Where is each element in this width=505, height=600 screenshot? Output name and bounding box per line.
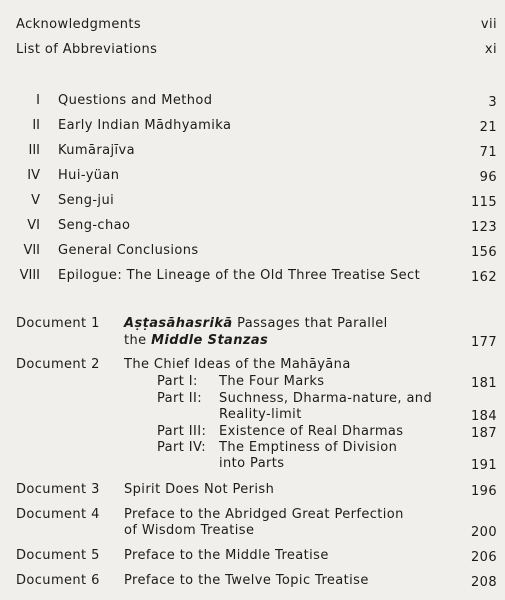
part-title: The Four Marks xyxy=(219,374,325,389)
chapter-title: Epilogue: The Lineage of the Old Three Treatise Sect xyxy=(58,268,421,283)
document-title: Preface to the Twelve Topic Treatise xyxy=(124,573,369,588)
title-fragment: the xyxy=(124,333,152,348)
document-page: 208 xyxy=(470,575,497,590)
chapter-title: Questions and Method xyxy=(58,93,213,108)
chapter-page: 3 xyxy=(488,95,497,110)
part-page: 187 xyxy=(470,426,497,441)
chapter-number: III xyxy=(28,143,40,158)
document-title-continuation: of Wisdom Treatise xyxy=(124,523,255,538)
part-title-continuation: Reality-limit xyxy=(219,407,302,422)
title-fragment: Passages that Parallel xyxy=(232,316,388,331)
toc-entry-title: Acknowledgments xyxy=(16,17,142,32)
chapter-page: 156 xyxy=(470,245,497,260)
chapter-page: 21 xyxy=(479,120,497,135)
document-page: 206 xyxy=(470,550,497,565)
part-title: Existence of Real Dharmas xyxy=(219,424,404,439)
chapter-number: VIII xyxy=(19,268,40,283)
document-title-continuation xyxy=(124,333,268,349)
chapter-title: General Conclusions xyxy=(58,243,199,258)
chapter-title: Kumārajīva xyxy=(58,143,135,158)
chapter-title: Early Indian Mādhyamika xyxy=(58,118,232,133)
part-title: The Emptiness of Division xyxy=(219,440,398,455)
part-label: Part III: xyxy=(157,424,207,439)
toc-entry-page: xi xyxy=(484,42,497,57)
document-label: Document 5 xyxy=(16,548,100,563)
document-label: Document 2 xyxy=(16,357,100,372)
part-label: Part IV: xyxy=(157,440,207,455)
chapter-number: I xyxy=(36,93,40,108)
document-label: Document 1 xyxy=(16,316,100,331)
part-label: Part II: xyxy=(157,391,203,406)
toc-entry-title: List of Abbreviations xyxy=(16,42,158,57)
italic-title-fragment: Aṣṭasāhasrikā xyxy=(124,316,233,331)
chapter-page: 96 xyxy=(479,170,497,185)
document-title: The Chief Ideas of the Mahāyāna xyxy=(124,357,351,372)
part-page: 191 xyxy=(470,458,497,473)
document-title xyxy=(124,316,388,332)
chapter-number: V xyxy=(31,193,40,208)
chapter-number: VI xyxy=(27,218,40,233)
document-page: 196 xyxy=(470,484,497,499)
document-label: Document 4 xyxy=(16,507,100,522)
part-page: 184 xyxy=(470,409,497,424)
document-page: 200 xyxy=(470,525,497,540)
italic-title-fragment: Middle Stanzas xyxy=(151,333,269,348)
document-title: Spirit Does Not Perish xyxy=(124,482,275,497)
chapter-title: Hui-yüan xyxy=(58,168,120,183)
document-label: Document 3 xyxy=(16,482,100,497)
chapter-title: Seng-chao xyxy=(58,218,131,233)
chapter-page: 115 xyxy=(470,195,497,210)
part-page: 181 xyxy=(470,376,497,391)
chapter-number: II xyxy=(32,118,40,133)
part-title: Suchness, Dharma-nature, and xyxy=(219,391,433,406)
document-title: Preface to the Middle Treatise xyxy=(124,548,329,563)
document-title: Preface to the Abridged Great Perfection xyxy=(124,507,404,522)
toc-entry-page: vii xyxy=(480,17,497,32)
chapter-number: VII xyxy=(23,243,40,258)
chapter-page: 71 xyxy=(479,145,497,160)
document-label: Document 6 xyxy=(16,573,100,588)
chapter-title: Seng-jui xyxy=(58,193,115,208)
chapter-page: 162 xyxy=(470,270,497,285)
document-page: 177 xyxy=(470,335,497,350)
part-title-continuation: into Parts xyxy=(219,456,285,471)
chapter-page: 123 xyxy=(470,220,497,235)
part-label: Part I: xyxy=(157,374,198,389)
chapter-number: IV xyxy=(27,168,40,183)
